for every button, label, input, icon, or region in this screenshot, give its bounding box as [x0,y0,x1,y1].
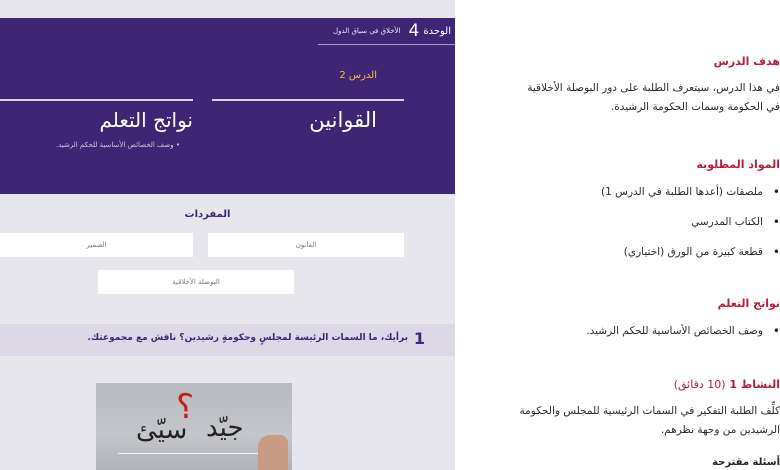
vocab-term: الضمير [0,233,193,257]
bullet-icon: • [772,245,780,259]
outcome-item: • وصف الخصائص الأساسية للحكم الرشيد. [55,141,180,149]
teacher-guide-column [455,0,780,470]
unit-label: الوحدة [423,25,451,37]
materials-title: المواد المطلوبة [696,158,780,171]
lesson-label: الدرس 2 [339,70,377,81]
material-item [624,245,780,259]
bullet-icon: • [772,185,780,199]
question-mark-glyph: ؟ [176,387,195,427]
unit-header [333,18,455,44]
photo-word-good: جيّد [206,413,244,443]
material-item [691,215,780,229]
material-text: قطعة كبيرة من الورق (اختياري) [623,246,763,258]
goal-text [527,79,780,117]
hand-image [258,435,288,470]
guide-outcome-item [586,324,780,338]
activity-line: كلِّف الطلبة التفكير في السمات الرئيسية للمجلس والحكومة [519,405,780,417]
photo-word-bad: سيّئ [136,415,188,445]
goal-title: هدف الدرس [713,55,780,68]
suggested-questions-title: أسئلة مقترحة [712,457,780,468]
material-text: الكتاب المدرسي [691,216,763,228]
bullet-icon: • [772,215,780,229]
activity-line: الرشيدين من وجهة نظرهم. [660,424,780,436]
lesson-divider [212,99,404,101]
guide-outcome-text: وصف الخصائص الأساسية للحكم الرشيد. [586,325,763,337]
question-text: برأيك، ما السمات الرئيسة لمجلسٍ وحكومةٍ رشيدين؟ ناقش مع مجموعتك. [87,333,408,343]
outcomes-title: نواتج التعلم [99,108,193,132]
vocab-term: البوصلة الأخلاقية [98,270,294,294]
vocab-term: القانون [208,233,404,257]
unit-subtitle: الأخلاق في سياق الدول [333,27,401,35]
material-text: ملصقات (أعدها الطلبة في الدرس 1) [601,186,763,198]
goal-line: في الحكومة وسمات الحكومة الرشيدة. [610,101,780,113]
activity-label: النشاط 1 [729,378,780,391]
guide-outcomes-title: نواتج التعلم [717,297,780,310]
photo-line [118,453,272,454]
material-item [601,185,780,199]
activity-text [520,402,780,440]
outcomes-divider [0,99,193,101]
good-bad-photo [96,383,292,470]
activity-title [674,378,780,391]
lesson-title: القوانين [309,108,377,132]
unit-number: 4 [408,21,420,41]
goal-line: في هذا الدرس، سيتعرف الطلبة على دور البوصلة الأخلاقية [527,82,780,94]
vocab-title [0,209,455,220]
unit-divider [318,44,455,45]
outcome-item-text: وصف الخصائص الأساسية للحكم الرشيد. [55,141,174,149]
vocab-title-text: المفردات [184,209,231,220]
activity-time: (10 دقائق) [673,378,726,391]
bullet-icon: • [772,324,780,338]
question-number: 1 [413,329,425,348]
